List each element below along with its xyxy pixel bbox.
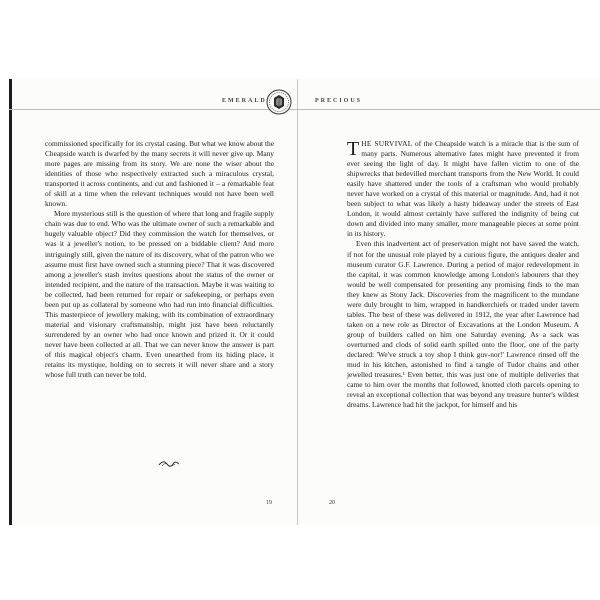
running-head-right: PRECIOUS	[315, 98, 363, 104]
page-number-left: 19	[266, 500, 272, 506]
drop-cap: T	[347, 138, 360, 160]
header-rule	[9, 109, 600, 110]
left-paragraph-2: More mysterious still is the question of where that long and fragile supply chain was due to end. Who was the ultimate owner of such a remarkable and hugely valuable object? Did they commission the watch for themselves, or was it a jeweller's notion, to be pressed on a biddable client? And more intriguingly still, given the nature of its discovery, what of the patron who we assume must first have owned such a stunning piece? That it was discovered among a jeweller's stash invites questions about the status of the owner or intended recipient, and the nature of the transaction. Maybe it was waiting to be collected, had been returned for repair or safekeeping, or perhaps even been put up as collateral by someone who had run into financial difficulties. This masterpiece of jewellery making, with its combination of extraordinary material and visionary craftsmanship, might just have been reluctantly surrendered by an owner who had once known and prized it. Or it could never have been collected at all. That we can never know the answer is part of this magical object's charm. Even unearthed from its hiding place, it retains its mystique, holding on to secrets it will never share and a story whose full truth can never be told.	[45, 209, 274, 380]
right-paragraph-1-text: of the Cheapside watch is a miracle that is the sum of many parts. Numerous alternative fates might have prevented it from ever seeing the light of day. It might have fallen victim to one of the shipwrecks that bedevilled merchant transports from the New World. It could easily have shattered under the tools of a craftsman who would probably never have worked on a crystal of this material or magnitude. And, had it not been subject to what was likely a hasty hideaway under the streets of East London, it would almost certainly have suffered the indignity of being cut down and divided into many smaller, more manageable pieces at some point in its history.	[347, 139, 579, 239]
page-number-right: 20	[329, 500, 335, 506]
swash-ornament-icon	[158, 460, 180, 468]
gem-emblem-icon	[266, 89, 292, 115]
right-paragraph-1	[347, 139, 579, 239]
left-page-text	[45, 139, 274, 380]
right-paragraph-2: Even this inadvertent act of preservation might not have saved the watch, if not for the unusual role played by a curious figure, the antiques dealer and museum curator G.F. Lawrence. During a period of major redevelopment in the capital, it was common knowledge among London's labourers that they would be well compensated for presenting any promising finds to the man they knew as Stony Jack. Discoveries from the magnificent to the mundane were duly brought to him, wrapped in handkerchiefs or traded under tavern tables. The best of these was delivered in 1912, the year after Lawrence had taken on a new role as Director of Excavations at the London Museum. A group of builders called on him one Saturday evening. As a sack was overturned and clods of solid earth spilled onto the floor, one of the party declared: 'We've struck a toy shop I think guv-nor!' Lawrence rinsed off the mud in his kitchen, astonished to find a tangle of Tudor chains and other jewelled treasures.¹ Even better, this was just one of multiple deliveries that came to him over the months that followed, knotted cloth parcels opening to reveal an exceptional collection that was beyond any treasure hunter's wildest dreams. Lawrence had hit the jackpot, for himself and his	[347, 239, 579, 410]
small-caps-lead: HE SURVIVAL	[361, 139, 413, 148]
page-gutter	[297, 79, 298, 525]
book-cover-edge	[9, 79, 12, 525]
right-page-text	[347, 139, 579, 410]
left-paragraph-1: commissioned specifically for its crystal casing. But what we know about the Cheapside watch is dwarfed by the many secrets it will never give up. Many more pages are missing from its story. We are none the wiser about the identities of those who respectively extracted such a miraculous crystal, transported it across continents, and cut and fashioned it – a remarkable feat of skill at a time when the relevant techniques would not have been well known.	[45, 139, 274, 209]
running-head-left: EMERALD	[222, 98, 267, 104]
book-spread	[9, 79, 600, 525]
